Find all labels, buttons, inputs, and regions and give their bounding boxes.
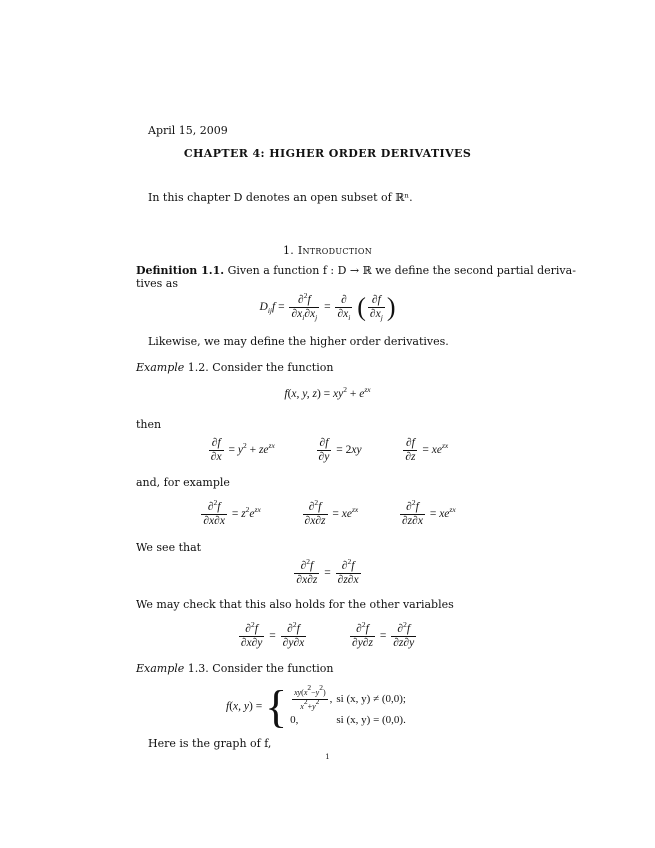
- definition-text-1: Given a function f : D → ℝ we define the second partial deriva-: [227, 264, 576, 277]
- definition-line-2: tives as: [136, 277, 179, 290]
- equation-function-f: f(x, y, $z) = xy^2 + e^{zx}$: [284, 385, 371, 400]
- section-heading: 1. Introduction: [282, 244, 373, 257]
- case-2-condition: si (x, y) = (0,0).: [336, 714, 406, 726]
- date: April 15, 2009: [148, 124, 228, 137]
- then-text: then: [136, 418, 162, 431]
- case-1-condition: si (x, y) ≠ (0,0);: [336, 693, 406, 705]
- may-check-text: We may check that this also holds for the other variables: [136, 598, 454, 611]
- equation-second-partials: $\frac{\partial^2f}{\partial x\partial x}$ = $z^2e^{zx}$ $\frac{\partial^2f}{\partial x\partial z}$ = $xe^{zx}$ $\frac{\partial^2f}{\partial z\partial x}$ = $xe^{zx}$: [203, 498, 456, 527]
- equation-first-partials: $\frac{\partial f}{\partial x}$ = $y^2 + ze^{zx}$ $\frac{\partial f}{\partial y}$ = 2xy $\frac{\partial f}{\partial z}$ = $xe^{zx}$: [210, 437, 449, 463]
- for-example-text: and, for example: [136, 476, 230, 489]
- chapter-title: CHAPTER 4: HIGHER ORDER DERIVATIVES: [183, 147, 472, 160]
- graph-text: Here is the graph of f,: [148, 737, 272, 750]
- case-2-value: 0,: [290, 714, 299, 726]
- example-1-2-line: [136, 361, 333, 375]
- piecewise-cases: $\frac{xy(x^2-y^2)}{x^2+y^2}$ , si (x, y) ≠ (0,0); 0, si (x, y) = (0,0).: [290, 686, 410, 728]
- equation-piecewise: f(x, y) = { $\frac{xy(x^2-y^2)}{x^2+y^2}$ , si (x, y) ≠ (0,0); 0, si (x, y) = (0,0).: [226, 684, 410, 730]
- example-number: 1.2.: [187, 361, 209, 374]
- likewise-paragraph: Likewise, we may define the higher order derivatives.: [148, 335, 449, 348]
- example-text-2: Consider the function: [212, 662, 334, 675]
- definition-label: Definition 1.1.: [136, 264, 225, 277]
- equation-mixed-equal: $\frac{\partial^2f}{\partial x\partial z}$ = $\frac{\partial^2f}{\partial z\partial x}$: [296, 557, 359, 586]
- we-see-text: We see that: [136, 541, 202, 554]
- example-label: Example: [136, 361, 185, 374]
- example-text: Consider the function: [212, 361, 334, 374]
- page-number: 1: [325, 753, 330, 761]
- definition-line-1: [136, 264, 576, 278]
- example-1-3-line: [136, 662, 333, 676]
- intro-paragraph: In this chapter D denotes an open subset of ℝⁿ.: [148, 191, 413, 204]
- equation-second-partial: $D_{ij}f$ = $\frac{\partial^2f}{\partial x_i\partial x_j}$ = $\frac{\partial}{\partial x_i}$ ( $\frac{\partial f}{\partial x_j}$ ): [259, 291, 396, 322]
- equation-other-mixed: $\frac{\partial^2f}{\partial x\partial y}$ = $\frac{\partial^2f}{\partial y\partial x}$ $\frac{\partial^2f}{\partial y\partial z}$ = $\frac{\partial^2f}{\partial z\partial y}$: [240, 620, 415, 649]
- example-label-2: Example: [136, 662, 185, 675]
- example-number-2: 1.3.: [187, 662, 209, 675]
